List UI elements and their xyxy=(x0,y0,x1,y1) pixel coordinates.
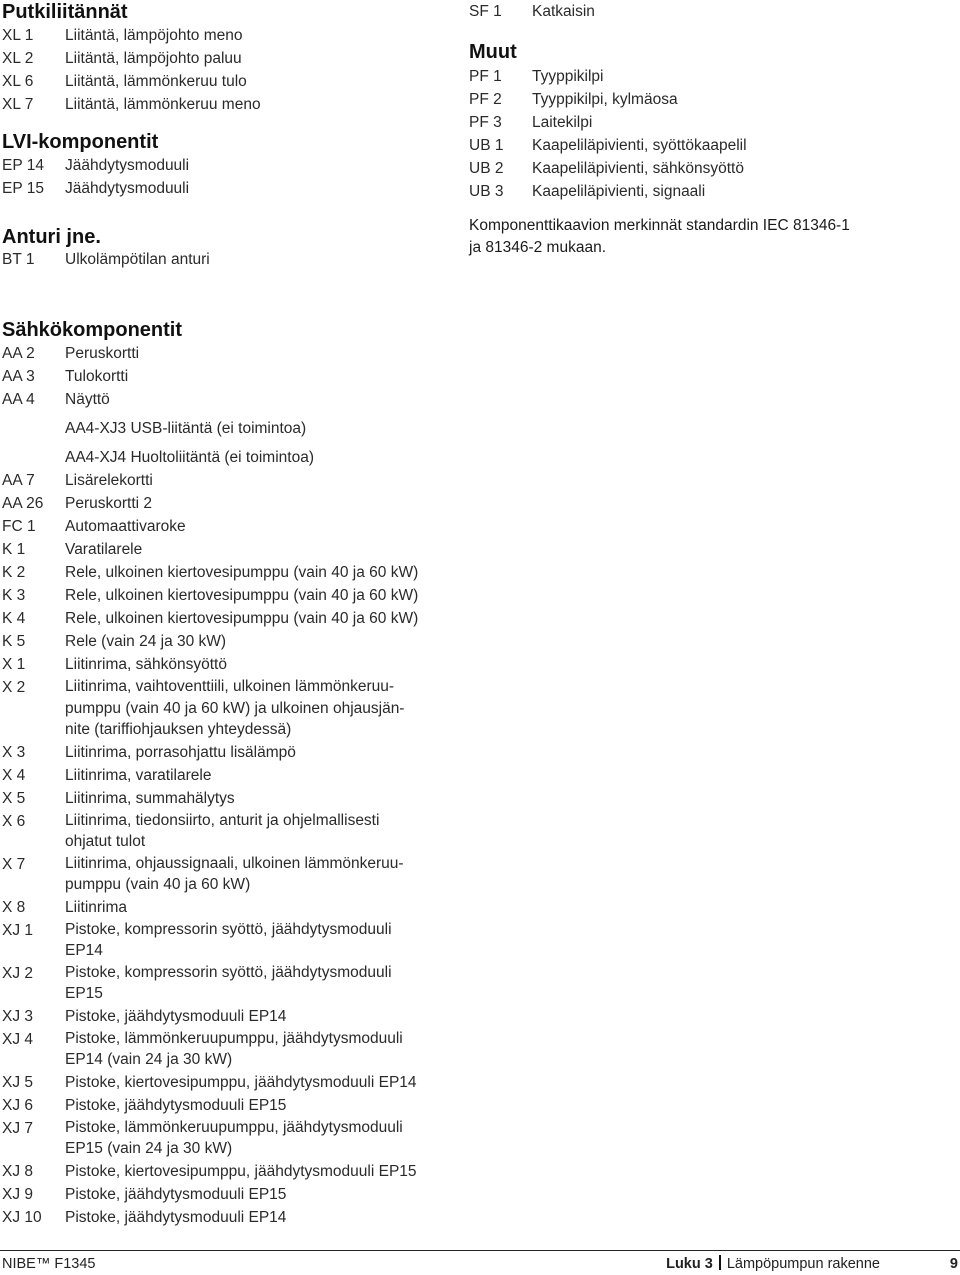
description-line: Pistoke, jäähdytysmoduuli EP15 xyxy=(65,1185,287,1203)
component-code: X 2 xyxy=(2,679,26,696)
component-code: AA 3 xyxy=(2,368,35,385)
component-description xyxy=(65,469,442,492)
description-line: Näyttö xyxy=(65,391,110,408)
connector-subitem-row xyxy=(2,417,442,440)
component-row xyxy=(2,515,442,538)
component-code: PF 2 xyxy=(469,91,502,108)
switch-list xyxy=(469,0,939,23)
description-line: EP15 (vain 24 ja 30 kW) xyxy=(65,1140,233,1157)
component-row xyxy=(469,111,939,134)
component-code: XL 2 xyxy=(2,50,34,67)
component-code: AA 4 xyxy=(2,391,35,408)
component-code: X 5 xyxy=(2,789,26,807)
component-description xyxy=(65,388,442,411)
component-row xyxy=(2,388,442,411)
component-row xyxy=(2,469,442,492)
component-row xyxy=(2,1117,442,1160)
component-row xyxy=(2,177,432,200)
component-row xyxy=(2,24,432,47)
component-code: X 6 xyxy=(2,812,26,830)
sensors-list xyxy=(2,248,432,271)
component-row xyxy=(2,1094,442,1117)
footer-chapter-label: Luku 3 xyxy=(666,1256,713,1272)
component-row xyxy=(2,630,442,653)
component-code: K 1 xyxy=(2,541,26,558)
component-row xyxy=(2,653,442,676)
sensors-heading: Anturi jne. xyxy=(2,226,101,248)
component-code: XJ 1 xyxy=(2,921,34,939)
component-description xyxy=(65,1160,442,1183)
description-line: EP15 xyxy=(65,985,103,1002)
component-description xyxy=(65,896,442,919)
component-description: Liitäntä, lämmönkeruu meno xyxy=(65,96,261,113)
component-description xyxy=(65,1005,442,1028)
component-row xyxy=(2,342,442,365)
description-line: Pistoke, jäähdytysmoduuli EP14 xyxy=(65,1208,287,1226)
component-code: K 5 xyxy=(2,633,26,650)
component-code: X 3 xyxy=(2,743,26,761)
component-row xyxy=(2,538,442,561)
standard-note xyxy=(469,215,909,259)
component-description xyxy=(65,787,442,810)
component-row xyxy=(2,561,442,584)
component-description xyxy=(65,1206,442,1229)
component-row xyxy=(2,607,442,630)
description-line: Liitinrima, varatilarele xyxy=(65,766,212,784)
component-row xyxy=(2,896,442,919)
electrical-components-list xyxy=(2,342,442,1229)
component-code: XJ 4 xyxy=(2,1030,34,1048)
description-line: AA4-XJ4 Huoltoliitäntä (ei toimintoa) xyxy=(65,449,314,466)
component-code: UB 3 xyxy=(469,183,504,200)
component-row xyxy=(469,0,939,23)
component-description xyxy=(65,741,442,764)
description-line: Lisärelekortti xyxy=(65,472,153,489)
component-code: XJ 5 xyxy=(2,1073,34,1091)
description-line: Rele (vain 24 ja 30 kW) xyxy=(65,633,227,650)
footer-chapter-title: Lämpöpumpun rakenne xyxy=(726,1256,880,1272)
component-description xyxy=(65,1028,442,1071)
component-row xyxy=(2,1005,442,1028)
component-description: Katkaisin xyxy=(532,3,595,20)
component-row xyxy=(469,157,939,180)
component-row xyxy=(2,764,442,787)
description-line: Pistoke, kompressorin syöttö, jäähdytysmoduuli xyxy=(65,920,392,938)
description-line: pumppu (vain 40 ja 60 kW) xyxy=(65,876,251,893)
component-row xyxy=(469,180,939,203)
description-line: Peruskortti xyxy=(65,345,140,362)
component-description xyxy=(65,764,442,787)
footer-brand: NIBE™ F1345 xyxy=(2,1256,96,1272)
component-row xyxy=(2,584,442,607)
component-code: EP 15 xyxy=(2,180,44,197)
description-line: Pistoke, lämmönkeruupumppu, jäähdytysmoduuli xyxy=(65,1029,403,1047)
footer-page-number: 9 xyxy=(949,1256,958,1272)
description-line: Liitinrima, vaihtoventtiili, ulkoinen lämmönkeruu- xyxy=(65,678,395,695)
component-code: EP 14 xyxy=(2,157,44,174)
component-description xyxy=(65,1094,442,1117)
component-code: X 4 xyxy=(2,766,26,784)
component-row xyxy=(2,248,432,271)
component-code: X 1 xyxy=(2,656,26,673)
component-code: K 2 xyxy=(2,564,26,581)
component-description: Jäähdytysmoduuli xyxy=(65,180,190,197)
component-row xyxy=(2,93,432,116)
description-line: Rele, ulkoinen kiertovesipumppu (vain 40 ja 60 kW) xyxy=(65,564,419,581)
connector-subitem-row xyxy=(2,446,442,469)
description-line: Liitinrima xyxy=(65,898,128,916)
component-code: XJ 7 xyxy=(2,1119,34,1137)
electrical-components-heading: Sähkökomponentit xyxy=(2,319,183,341)
hvac-components-heading: LVI-komponentit xyxy=(2,131,159,153)
component-description: Kaapeliläpivienti, syöttökaapelil xyxy=(532,137,747,154)
component-row xyxy=(2,676,442,741)
description-line: Pistoke, jäähdytysmoduuli EP15 xyxy=(65,1096,287,1114)
misc-list xyxy=(469,65,939,203)
component-row xyxy=(469,88,939,111)
component-description xyxy=(65,342,442,365)
description-line: EP14 (vain 24 ja 30 kW) xyxy=(65,1051,233,1068)
description-line: Rele, ulkoinen kiertovesipumppu (vain 40 ja 60 kW) xyxy=(65,610,419,627)
right-column xyxy=(469,0,939,259)
component-code: XL 7 xyxy=(2,96,34,113)
description-line: AA4-XJ3 USB-liitäntä (ei toimintoa) xyxy=(65,420,307,437)
component-description xyxy=(65,853,442,896)
electrical-section xyxy=(2,318,442,1229)
description-line: EP14 xyxy=(65,942,103,959)
description-line: Liitinrima, sähkönsyöttö xyxy=(65,656,227,673)
component-row xyxy=(2,1183,442,1206)
description-line: Rele, ulkoinen kiertovesipumppu (vain 40 ja 60 kW) xyxy=(65,587,419,604)
component-description xyxy=(65,630,442,653)
description-line: Peruskortti 2 xyxy=(65,495,153,512)
component-code: K 4 xyxy=(2,610,26,627)
page-footer xyxy=(0,1250,960,1273)
component-row xyxy=(2,70,432,93)
description-line: Pistoke, kiertovesipumppu, jäähdytysmoduuli EP14 xyxy=(65,1073,417,1091)
component-code: UB 2 xyxy=(469,160,504,177)
component-row xyxy=(2,1160,442,1183)
pipe-connections-list xyxy=(2,24,432,116)
component-code: XL 6 xyxy=(2,73,34,90)
component-row xyxy=(2,365,442,388)
component-description xyxy=(65,515,442,538)
component-code: XJ 3 xyxy=(2,1007,34,1025)
component-code: AA 7 xyxy=(2,472,35,489)
component-description: Laitekilpi xyxy=(532,114,593,131)
description-line: Tulokortti xyxy=(65,368,129,385)
component-description: Ulkolämpötilan anturi xyxy=(65,251,210,268)
description-line: ohjatut tulot xyxy=(65,833,146,850)
description-line: Pistoke, jäähdytysmoduuli EP14 xyxy=(65,1007,287,1025)
component-row xyxy=(2,787,442,810)
left-column xyxy=(2,0,432,271)
component-row xyxy=(2,810,442,853)
component-code: UB 1 xyxy=(469,137,504,154)
component-row xyxy=(2,919,442,962)
component-row xyxy=(2,853,442,896)
component-code: FC 1 xyxy=(2,518,36,535)
component-code: X 8 xyxy=(2,898,26,916)
component-code: SF 1 xyxy=(469,3,502,20)
footer-separator xyxy=(719,1255,721,1270)
component-description xyxy=(65,1117,442,1160)
description-line: Automaattivaroke xyxy=(65,518,186,535)
component-code xyxy=(2,417,65,440)
component-description xyxy=(65,607,442,630)
component-description xyxy=(65,919,442,962)
component-description xyxy=(65,1071,442,1094)
description-line: Varatilarele xyxy=(65,541,143,558)
component-code: XJ 8 xyxy=(2,1162,34,1180)
component-description xyxy=(65,1183,442,1206)
component-code: AA 2 xyxy=(2,345,35,362)
component-row xyxy=(2,492,442,515)
component-description xyxy=(65,653,442,676)
component-row xyxy=(2,1071,442,1094)
component-description xyxy=(65,962,442,1005)
standard-note-line-1: Komponenttikaavion merkinnät standardin IEC 81346-1 xyxy=(469,217,850,234)
component-description xyxy=(65,417,442,440)
component-code: PF 1 xyxy=(469,68,502,85)
component-code: XJ 9 xyxy=(2,1185,34,1203)
component-description: Liitäntä, lämmönkeruu tulo xyxy=(65,73,247,90)
description-line: Liitinrima, porrasohjattu lisälämpö xyxy=(65,743,296,761)
component-description: Kaapeliläpivienti, signaali xyxy=(532,183,706,200)
pipe-connections-heading: Putkiliitännät xyxy=(2,1,128,23)
component-description: Liitäntä, lämpöjohto meno xyxy=(65,27,243,44)
component-row xyxy=(2,962,442,1005)
component-description: Tyyppikilpi xyxy=(532,68,604,85)
component-description xyxy=(65,492,442,515)
component-description xyxy=(65,561,442,584)
standard-note-line-2: ja 81346-2 mukaan. xyxy=(469,239,607,256)
component-code: XJ 6 xyxy=(2,1096,34,1114)
component-description: Liitäntä, lämpöjohto paluu xyxy=(65,50,242,67)
component-description xyxy=(65,365,442,388)
component-description xyxy=(65,584,442,607)
component-code: PF 3 xyxy=(469,114,502,131)
component-row xyxy=(469,134,939,157)
description-line: Liitinrima, tiedonsiirto, anturit ja ohjelmallisesti xyxy=(65,811,380,829)
component-row xyxy=(2,1028,442,1071)
component-description xyxy=(65,810,442,853)
component-row xyxy=(2,47,432,70)
description-line: Liitinrima, ohjaussignaali, ulkoinen lämmönkeruu- xyxy=(65,854,404,872)
component-row xyxy=(469,65,939,88)
component-code xyxy=(2,446,65,469)
component-description: Jäähdytysmoduuli xyxy=(65,157,190,174)
component-code: BT 1 xyxy=(2,251,35,268)
component-description xyxy=(65,446,442,469)
description-line: Liitinrima, summahälytys xyxy=(65,789,235,807)
component-code: X 7 xyxy=(2,855,26,873)
component-description xyxy=(65,676,442,741)
description-line: Pistoke, lämmönkeruupumppu, jäähdytysmoduuli xyxy=(65,1118,403,1136)
description-line: Pistoke, kiertovesipumppu, jäähdytysmoduuli EP15 xyxy=(65,1162,417,1180)
description-line: Pistoke, kompressorin syöttö, jäähdytysmoduuli xyxy=(65,963,392,981)
hvac-components-list xyxy=(2,154,432,200)
component-description: Kaapeliläpivienti, sähkönsyöttö xyxy=(532,160,744,177)
component-code: XL 1 xyxy=(2,27,34,44)
description-line: pumppu (vain 40 ja 60 kW) ja ulkoinen ohjausjän- xyxy=(65,699,405,717)
component-description xyxy=(65,538,442,561)
component-row xyxy=(2,741,442,764)
component-code: AA 26 xyxy=(2,495,44,512)
description-line: nite (tariffiohjauksen yhteydessä) xyxy=(65,721,292,738)
component-row xyxy=(2,1206,442,1229)
component-description: Tyyppikilpi, kylmäosa xyxy=(532,91,678,108)
component-row xyxy=(2,154,432,177)
misc-heading: Muut xyxy=(469,41,517,63)
component-code: XJ 10 xyxy=(2,1208,42,1226)
component-code: K 3 xyxy=(2,587,26,604)
component-code: XJ 2 xyxy=(2,964,34,982)
